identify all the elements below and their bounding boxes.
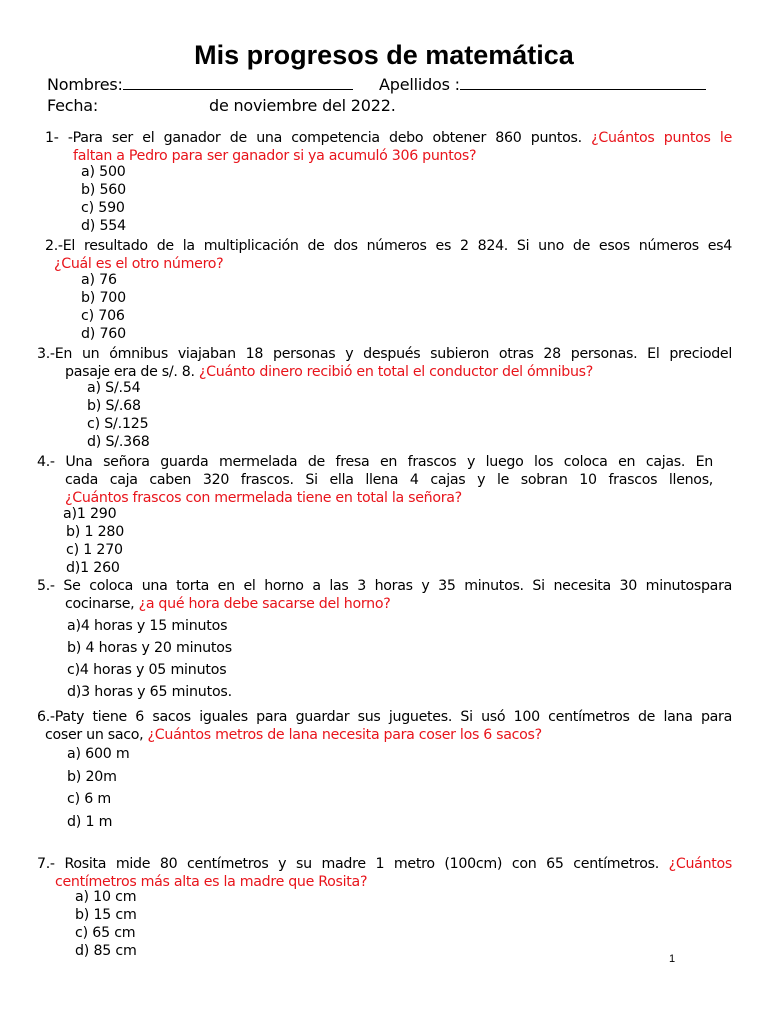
q5-option-b: b) 4 horas y 20 minutos xyxy=(67,640,232,656)
question-1-ask: ¿Cuántos puntos le xyxy=(591,130,732,146)
question-2-ask: ¿Cuál es el otro número? xyxy=(54,256,224,272)
page-title: Mis progresos de matemática xyxy=(194,40,574,70)
q7-option-d: d) 85 cm xyxy=(75,943,137,959)
nombres-field[interactable] xyxy=(123,75,353,90)
fecha-text: de noviembre del 2022. xyxy=(209,96,396,115)
fecha-label: Fecha: xyxy=(47,96,99,115)
q3-option-b: b) S/.68 xyxy=(87,398,141,414)
q6-option-c: c) 6 m xyxy=(67,791,112,807)
apellidos-field[interactable] xyxy=(460,75,706,90)
apellidos-row xyxy=(379,75,706,94)
question-3-text: 3.-En un ómnibus viajaban 18 personas y después subieron otras 28 personas. El preciodel xyxy=(37,346,732,362)
question-6 xyxy=(37,708,732,744)
q1-option-b: b) 560 xyxy=(81,182,126,198)
q2-option-c: c) 706 xyxy=(81,308,125,324)
question-4 xyxy=(37,453,713,507)
question-4-ask: ¿Cuántos frascos con mermelada tiene en total la señora? xyxy=(65,490,462,506)
q7-option-b: b) 15 cm xyxy=(75,907,137,923)
q5-option-c: c)4 horas y 05 minutos xyxy=(67,662,227,678)
q4-option-b: b) 1 280 xyxy=(66,524,125,540)
question-5-ask: ¿a qué hora debe sacarse del horno? xyxy=(138,596,391,612)
q6-option-d: d) 1 m xyxy=(67,814,113,830)
q3-option-d: d) S/.368 xyxy=(87,434,150,450)
q3-option-a: a) S/.54 xyxy=(87,380,141,396)
question-7-ask: ¿Cuántos xyxy=(668,856,732,872)
question-7-ask-cont: centímetros más alta es la madre que Rosita? xyxy=(55,874,368,890)
question-6-text-cont: coser un saco, xyxy=(45,727,144,743)
q4-option-a: a)1 290 xyxy=(63,506,117,522)
question-7-text: 7.- Rosita mide 80 centímetros y su madre 1 metro (100cm) con 65 centímetros. xyxy=(37,856,659,872)
question-7 xyxy=(37,855,732,891)
q1-option-d: d) 554 xyxy=(81,218,126,234)
nombres-label: Nombres: xyxy=(47,75,123,94)
question-6-ask: ¿Cuántos metros de lana necesita para coser los 6 sacos? xyxy=(147,727,542,743)
q5-option-a: a)4 horas y 15 minutos xyxy=(67,618,228,634)
question-5-text: 5.- Se coloca una torta en el horno a las 3 horas y 35 minutos. Si necesita 30 minutospara xyxy=(37,578,732,594)
question-1-text: 1- -Para ser el ganador de una competencia debo obtener 860 puntos. xyxy=(45,130,582,146)
question-6-text: 6.-Paty tiene 6 sacos iguales para guardar sus juguetes. Si usó 100 centímetros de lana para xyxy=(37,709,732,725)
question-3-text-cont: pasaje era de s/. 8. xyxy=(65,364,195,380)
question-3 xyxy=(37,345,732,381)
q2-option-d: d) 760 xyxy=(81,326,126,342)
q4-option-c: c) 1 270 xyxy=(66,542,123,558)
apellidos-label: Apellidos : xyxy=(379,75,460,94)
question-4-text-cont: cada caja caben 320 frascos. Si ella llena 4 cajas y le sobran 10 frascos llenos, xyxy=(65,472,713,488)
question-4-text: 4.- Una señora guarda mermelada de fresa en frascos y luego los coloca en cajas. En xyxy=(37,454,713,470)
nombres-row xyxy=(47,75,353,94)
question-2 xyxy=(45,237,732,273)
q1-option-a: a) 500 xyxy=(81,164,126,180)
q6-option-a: a) 600 m xyxy=(67,746,130,762)
q1-option-c: c) 590 xyxy=(81,200,125,216)
page-number: 1 xyxy=(669,953,676,965)
question-1 xyxy=(45,129,732,165)
question-3-ask: ¿Cuánto dinero recibió en total el conductor del ómnibus? xyxy=(198,364,593,380)
question-5 xyxy=(37,577,732,613)
q2-option-b: b) 700 xyxy=(81,290,126,306)
question-2-text: 2.-El resultado de la multiplicación de dos números es 2 824. Si uno de esos números es4 xyxy=(45,238,732,254)
q3-option-c: c) S/.125 xyxy=(87,416,149,432)
question-1-ask-cont: faltan a Pedro para ser ganador si ya acumuló 306 puntos? xyxy=(73,148,477,164)
q5-option-d: d)3 horas y 65 minutos. xyxy=(67,684,232,700)
q2-option-a: a) 76 xyxy=(81,272,117,288)
q7-option-c: c) 65 cm xyxy=(75,925,136,941)
q4-option-d: d)1 260 xyxy=(66,560,120,576)
q7-option-a: a) 10 cm xyxy=(75,889,137,905)
q6-option-b: b) 20m xyxy=(67,769,117,785)
question-5-text-cont: cocinarse, xyxy=(65,596,135,612)
